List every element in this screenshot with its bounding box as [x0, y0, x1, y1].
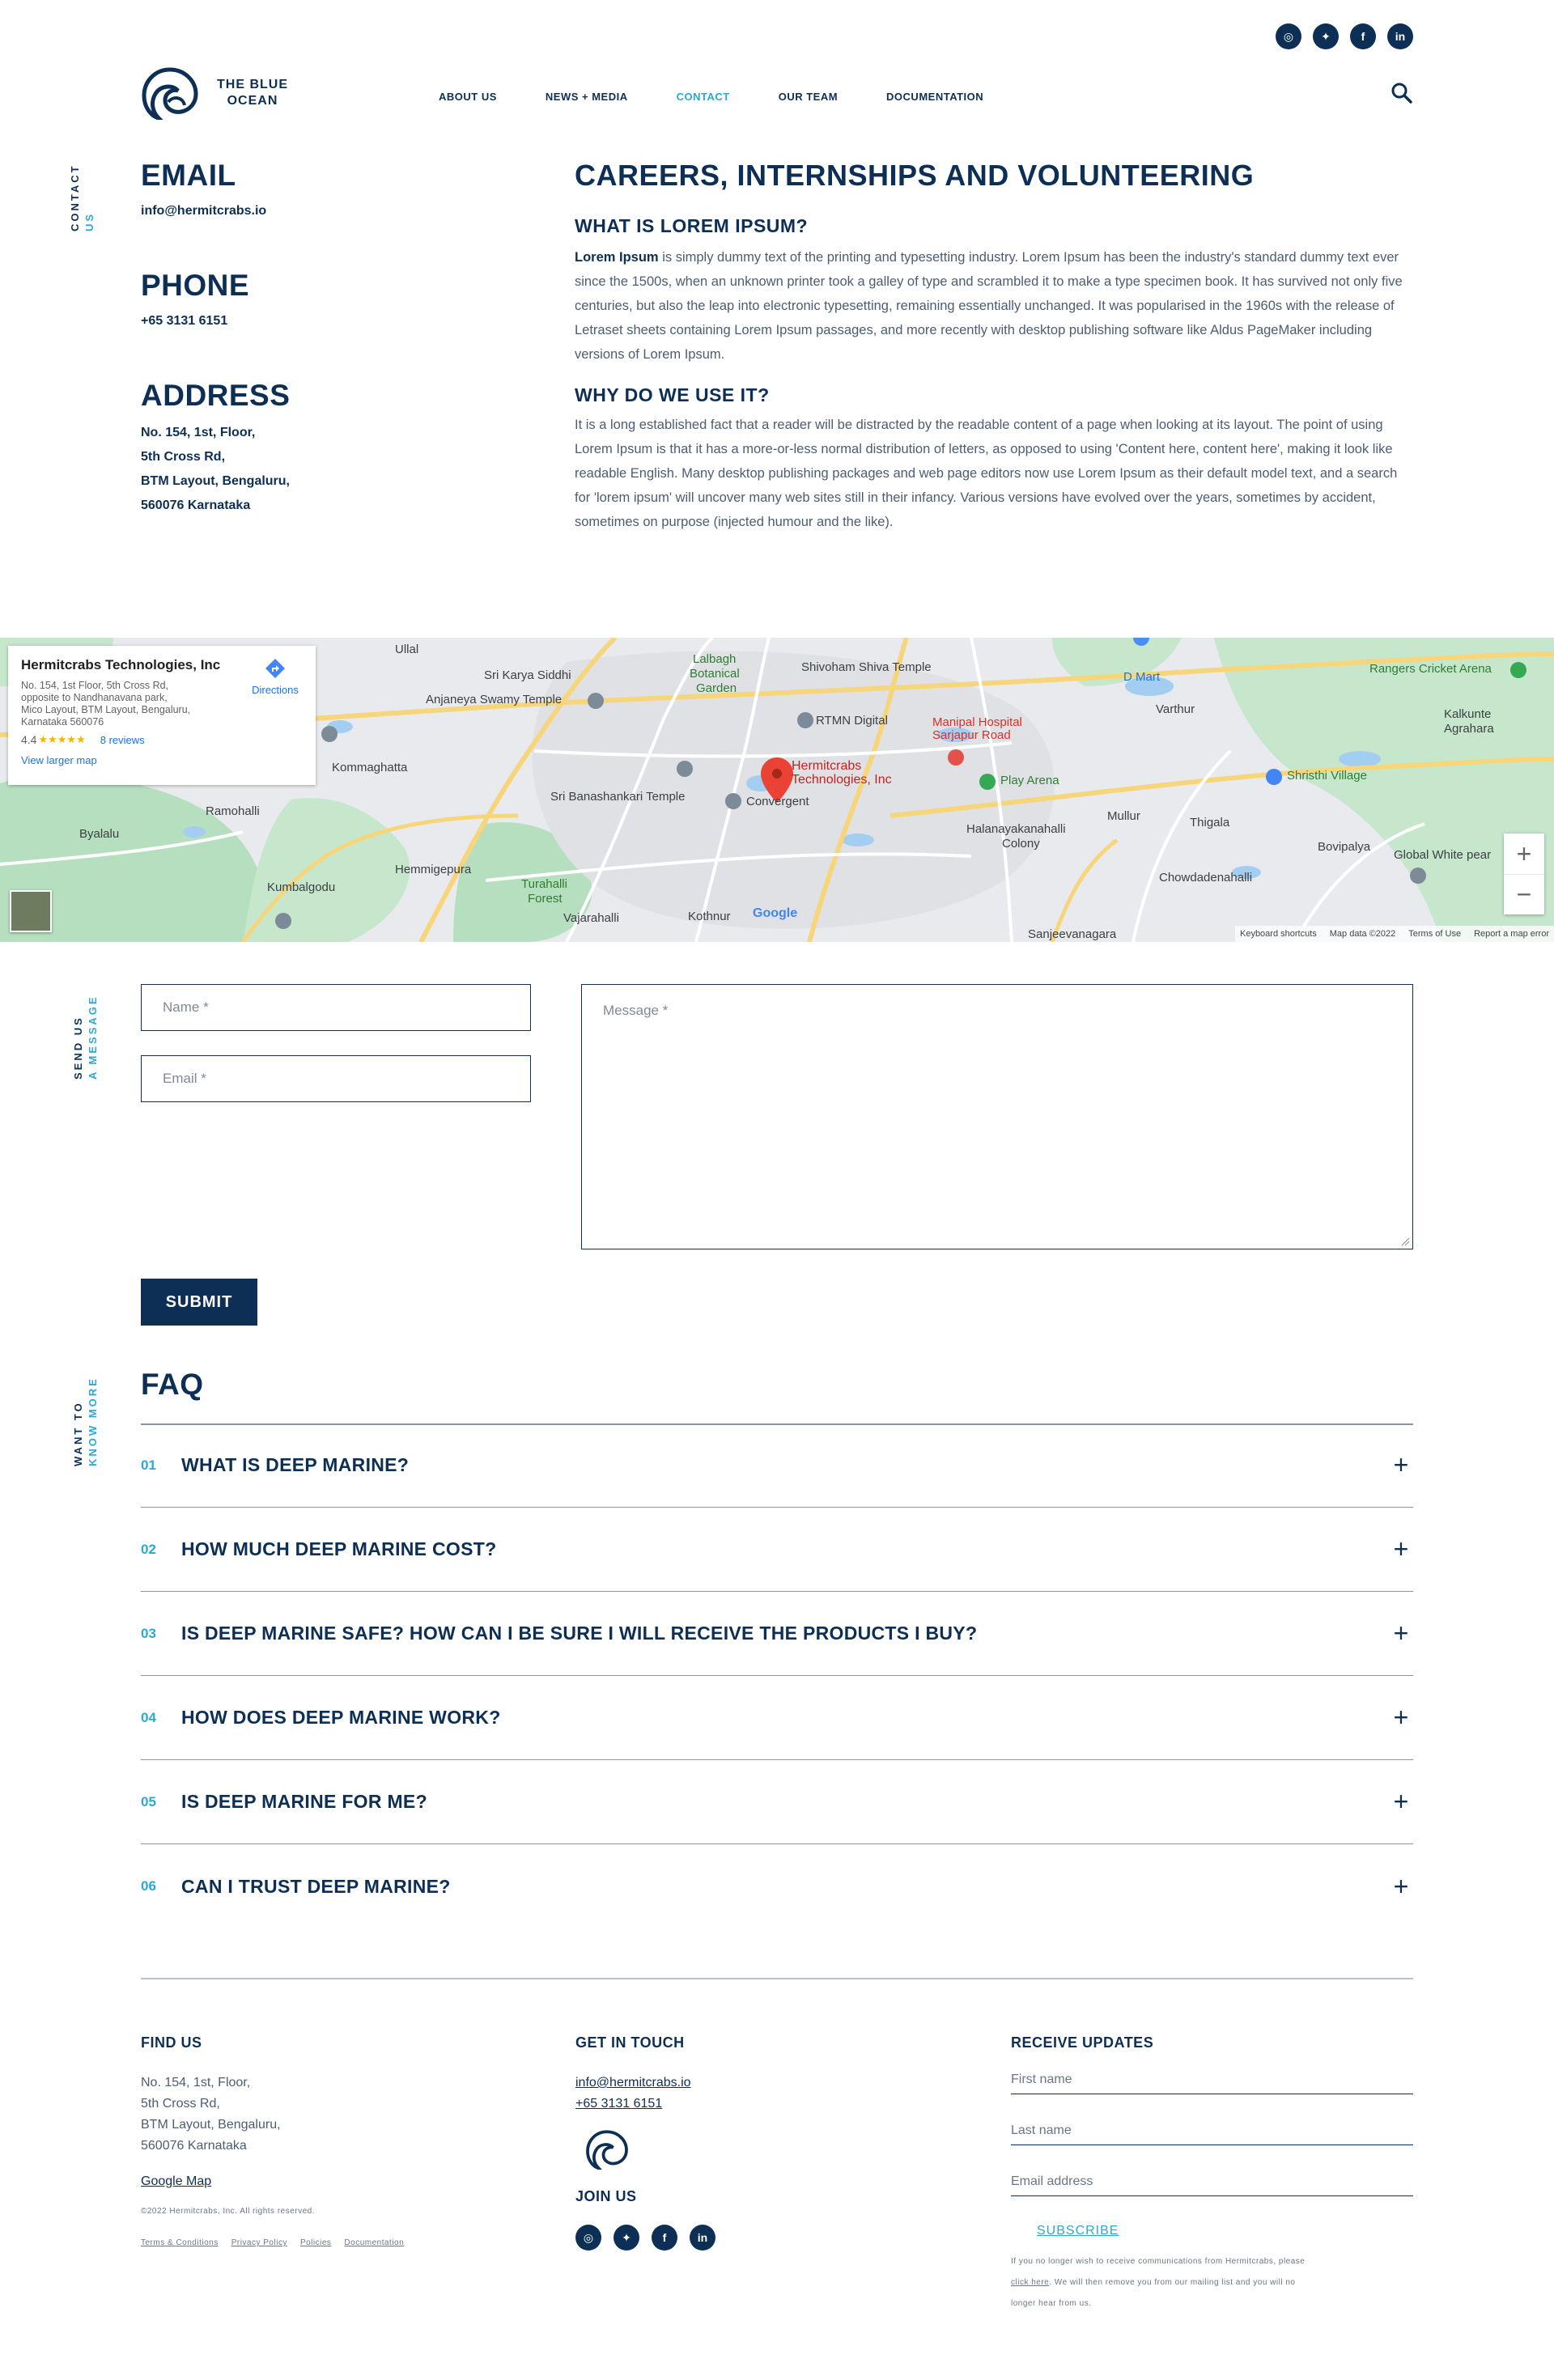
expand-plus-icon[interactable]: +	[1393, 1871, 1409, 1901]
name-input[interactable]: Name *	[141, 984, 531, 1031]
facebook-icon[interactable]: f	[652, 2225, 677, 2251]
map-place-label: Shristhi Village	[1287, 769, 1367, 783]
address-title: ADDRESS	[141, 379, 291, 412]
map-place-label: D Mart	[1123, 670, 1160, 684]
map-card-title: Hermitcrabs Technologies, Inc	[21, 657, 221, 672]
faq-number: 05	[141, 1793, 156, 1809]
footer-social-icons	[575, 2225, 964, 2251]
map-info-card	[8, 646, 316, 785]
footer-address-line: 5th Cross Rd,	[141, 2097, 220, 2111]
zoom-controls	[1504, 834, 1544, 914]
map-place-label: Colony	[1002, 837, 1040, 851]
google-map-link[interactable]: Google Map	[141, 2174, 212, 2188]
faq-question: IS DEEP MARINE FOR ME?	[181, 1791, 427, 1812]
faq-number: 03	[141, 1625, 156, 1641]
footer-address	[141, 2072, 529, 2157]
map-place-label: Sarjapur Road	[932, 728, 1011, 742]
expand-plus-icon[interactable]: +	[1393, 1703, 1409, 1732]
privacy-policy-link[interactable]: Privacy Policy	[231, 2238, 287, 2247]
rating-value: 4.4	[21, 733, 37, 746]
main-nav	[439, 91, 983, 103]
footer-address-line: No. 154, 1st, Floor,	[141, 2076, 251, 2089]
keyboard-shortcuts-link[interactable]: Keyboard shortcuts	[1239, 929, 1317, 939]
resize-handle-icon[interactable]	[1400, 1237, 1410, 1246]
contact-info	[141, 159, 529, 518]
careers-paragraph-2: It is a long established fact that a reader will be distracted by the readable content of a page when looking at its layout. The point of using Lorem Ipsum is that it has a more-or-less normal distribution of letters, as opposed to using 'Content here, content here', making it look like readable English. Many desktop publishing packages and web page editors now use Lorem Ipsum as their default model text, and a search for 'lorem ipsum' will uncover many web sites still in their infancy. Various versions have evolved over the years, sometimes by accident, sometimes on purpose (injected humour and the like).	[575, 418, 1398, 529]
unsub-text: . We will then remove you from our mailing list and you will no	[1049, 2278, 1296, 2287]
map-place-label: Manipal Hospital	[932, 715, 1022, 729]
faq-item[interactable]	[141, 1760, 1413, 1844]
map-place-label: Ramohalli	[206, 804, 260, 818]
faq-item[interactable]	[141, 1844, 1413, 1928]
directions-icon	[264, 657, 287, 680]
map-place-label: Rangers Cricket Arena	[1369, 662, 1492, 676]
footer-receive-updates	[1011, 2034, 1413, 2314]
copyright-text: ©2022 Hermitcrabs, Inc. All rights reserved.	[141, 2207, 315, 2216]
phone-value[interactable]: +65 3131 6151	[141, 314, 228, 328]
first-name-input[interactable]: First name	[1011, 2072, 1413, 2094]
directions-button[interactable]	[243, 657, 308, 696]
nav-news-media[interactable]: NEWS + MEDIA	[545, 91, 628, 103]
map-place-label: Varthur	[1156, 702, 1195, 716]
footer-find-us	[141, 2034, 529, 2247]
policies-link[interactable]: Policies	[299, 2238, 332, 2247]
map-place-label: Kothnur	[688, 910, 731, 923]
find-us-title: FIND US	[141, 2034, 202, 2051]
address-line: 5th Cross Rd,	[141, 450, 226, 464]
map-place-label: Bovipalya	[1318, 840, 1371, 854]
nav-about-us[interactable]: ABOUT US	[439, 91, 497, 103]
side-label-line-2: KNOW MORE	[87, 1377, 99, 1466]
map-place-label: Forest	[528, 892, 563, 906]
footer-address-line: 560076 Karnataka	[141, 2139, 247, 2153]
join-us-title: JOIN US	[575, 2188, 637, 2204]
instagram-icon[interactable]: ◎	[1276, 23, 1301, 49]
map-place-label: Turahalli	[521, 877, 567, 891]
map-place-label: Global White pear	[1394, 848, 1492, 862]
map-card-address	[21, 680, 231, 728]
card-address-line: No. 154, 1st Floor, 5th Cross Rd,	[21, 680, 169, 691]
faq-number: 06	[141, 1878, 156, 1894]
instagram-icon[interactable]: ◎	[575, 2225, 601, 2251]
search-icon[interactable]	[1391, 82, 1413, 104]
footer-get-in-touch	[575, 2034, 964, 2251]
phone-title: PHONE	[141, 269, 250, 302]
report-map-error-link[interactable]: Report a map error	[1474, 929, 1549, 939]
receive-updates-title: RECEIVE UPDATES	[1011, 2034, 1154, 2051]
expand-plus-icon[interactable]: +	[1393, 1450, 1409, 1479]
expand-plus-icon[interactable]: +	[1393, 1787, 1409, 1816]
last-name-input[interactable]: Last name	[1011, 2123, 1413, 2145]
linkedin-icon[interactable]: in	[690, 2225, 715, 2251]
pin-label-line: Technologies, Inc	[792, 773, 892, 787]
map-data-text: Map data ©2022	[1329, 929, 1396, 939]
side-label-line-1: CONTACT	[69, 163, 81, 231]
faq-number: 02	[141, 1541, 156, 1557]
unsubscribe-link[interactable]: click here	[1011, 2278, 1050, 2287]
careers-paragraph-1	[575, 245, 1413, 367]
map-place-label: Hemmigepura	[395, 863, 472, 876]
map-place-label: Mullur	[1107, 809, 1140, 823]
map-place-label: Play Arena	[1000, 774, 1059, 787]
map-place-label: Ullal	[395, 643, 419, 656]
brand-logo[interactable]	[141, 66, 288, 120]
zoom-in-button[interactable]: +	[1516, 838, 1532, 868]
nav-our-team[interactable]: OUR TEAM	[778, 91, 839, 103]
address-block	[141, 421, 529, 518]
careers-section	[575, 159, 1413, 534]
careers-question-1: WHAT IS LOREM IPSUM?	[575, 215, 809, 236]
directions-label: Directions	[252, 684, 299, 696]
email-value[interactable]: info@hermitcrabs.io	[141, 204, 267, 218]
contact-us-side-label	[68, 163, 97, 231]
footer-email-link[interactable]: info@hermitcrabs.io	[575, 2076, 691, 2089]
send-message-side-label	[71, 995, 100, 1080]
faq-question: IS DEEP MARINE SAFE? HOW CAN I BE SURE I WILL RECEIVE THE PRODUCTS I BUY?	[181, 1623, 978, 1644]
faq-item[interactable]	[141, 1592, 1413, 1676]
map-place-label: Chowdadenahalli	[1159, 871, 1253, 885]
expand-plus-icon[interactable]: +	[1393, 1534, 1409, 1563]
footer-wave-logo-icon	[585, 2129, 629, 2170]
faq-title: FAQ	[141, 1368, 204, 1401]
satellite-toggle[interactable]	[10, 890, 52, 932]
zoom-out-button[interactable]: −	[1504, 874, 1544, 914]
faq-number: 04	[141, 1709, 156, 1725]
nav-documentation[interactable]: DOCUMENTATION	[886, 91, 984, 103]
careers-title: CAREERS, INTERNSHIPS AND VOLUNTEERING	[575, 159, 1255, 192]
map-place-label: Sri Banashankari Temple	[550, 790, 686, 804]
address-line: No. 154, 1st, Floor,	[141, 426, 256, 439]
unsub-text: longer hear from us.	[1011, 2299, 1092, 2308]
linkedin-icon[interactable]: in	[1387, 23, 1413, 49]
lorem-ipsum-bold: Lorem Ipsum	[575, 250, 659, 265]
faq-item[interactable]	[141, 1676, 1413, 1760]
unsub-text: If you no longer wish to receive communications from Hermitcrabs, please	[1011, 2257, 1306, 2266]
legal-links	[141, 2238, 529, 2247]
side-label-line-1: WANT TO	[72, 1401, 84, 1466]
facebook-icon[interactable]: f	[1350, 23, 1376, 49]
brand-name	[217, 77, 288, 109]
faq-question: HOW DOES DEEP MARINE WORK?	[181, 1707, 501, 1728]
card-address-line: opposite to Nandhanavana park,	[21, 692, 168, 703]
map-place-label: Sri Karya Siddhi	[484, 668, 571, 682]
terms-link[interactable]: Terms & Conditions	[141, 2238, 219, 2247]
twitter-icon[interactable]: ✦	[1313, 23, 1339, 49]
documentation-link[interactable]: Documentation	[344, 2238, 405, 2247]
email-input[interactable]: Email *	[141, 1055, 531, 1102]
faq-question: CAN I TRUST DEEP MARINE?	[181, 1875, 451, 1897]
message-textarea[interactable]	[581, 984, 1413, 1249]
map-place-label: Sanjeevanagara	[1028, 927, 1117, 941]
side-label-line-2: A MESSAGE	[87, 995, 99, 1080]
unsubscribe-notice	[1011, 2251, 1413, 2314]
view-larger-map-link[interactable]: View larger map	[21, 754, 97, 766]
know-more-side-label	[71, 1377, 100, 1466]
google-map[interactable]	[0, 638, 1554, 942]
footer-address-line: BTM Layout, Bengaluru,	[141, 2118, 281, 2132]
faq-question: HOW MUCH DEEP MARINE COST?	[181, 1538, 497, 1559]
address-line: 560076 Karnataka	[141, 498, 251, 512]
reviews-link[interactable]: 8 reviews	[100, 733, 145, 746]
email-title: EMAIL	[141, 159, 236, 192]
footer-phone-link[interactable]: +65 3131 6151	[575, 2097, 663, 2111]
side-label-line-2: US	[83, 211, 96, 231]
brand-line-2: OCEAN	[227, 94, 278, 108]
map-place-label: Kommaghatta	[332, 761, 408, 774]
map-place-label: Shivoham Shiva Temple	[801, 660, 932, 674]
rating-stars-icon: ★★★★★	[38, 733, 86, 745]
faq-item[interactable]	[141, 1423, 1413, 1508]
map-place-label: Thigala	[1190, 816, 1230, 829]
faq-question: WHAT IS DEEP MARINE?	[181, 1454, 410, 1475]
terms-of-use-link[interactable]: Terms of Use	[1408, 929, 1462, 939]
wave-logo-icon	[141, 66, 199, 120]
map-card-rating	[21, 733, 303, 746]
faq-item[interactable]	[141, 1508, 1413, 1592]
map-place-label: Halanayakanahalli	[966, 822, 1066, 836]
side-label-line-1: SEND US	[72, 1016, 84, 1080]
map-place-label: Anjaneya Swamy Temple	[426, 693, 563, 706]
map-place-label: Kalkunte	[1444, 707, 1492, 721]
google-logo: Google	[753, 906, 798, 920]
map-place-label: Agrahara	[1444, 722, 1494, 736]
card-address-line: Karnataka 560076	[21, 716, 104, 728]
map-place-label: Botanical	[690, 667, 740, 681]
map-place-label: Garden	[696, 681, 737, 695]
nav-contact[interactable]: CONTACT	[676, 91, 730, 103]
message-placeholder: Message *	[603, 1003, 669, 1018]
footer-divider	[141, 1978, 1413, 1979]
map-pin-label	[792, 759, 892, 787]
twitter-icon[interactable]: ✦	[614, 2225, 639, 2251]
get-in-touch-title: GET IN TOUCH	[575, 2034, 685, 2051]
submit-button[interactable]: SUBMIT	[141, 1279, 257, 1326]
expand-plus-icon[interactable]: +	[1393, 1618, 1409, 1648]
address-line: BTM Layout, Bengaluru,	[141, 474, 290, 488]
top-social-icons	[1276, 23, 1413, 49]
map-place-label: Byalalu	[79, 827, 120, 841]
card-address-line: Mico Layout, BTM Layout, Bengaluru,	[21, 704, 191, 715]
careers-question-2: WHY DO WE USE IT?	[575, 384, 770, 405]
map-place-label: RTMN Digital	[816, 714, 888, 728]
map-place-label: Convergent	[746, 795, 809, 808]
brand-line-1: THE BLUE	[217, 78, 288, 91]
map-place-label: Kumbalgodu	[267, 880, 336, 894]
map-place-label: Lalbagh	[693, 652, 737, 666]
subscribe-button[interactable]: SUBSCRIBE	[1037, 2224, 1119, 2238]
pin-label-line: Hermitcrabs	[792, 759, 862, 773]
map-place-label: Vajarahalli	[563, 911, 619, 925]
faq-number: 01	[141, 1457, 156, 1473]
map-attribution-bar	[1235, 926, 1554, 942]
email-address-input[interactable]: Email address	[1011, 2174, 1413, 2196]
paragraph-text: is simply dummy text of the printing and typesetting industry. Lorem Ipsum has been the industry's standard dummy text ever since the 1500s, when an unknown printer took a galley of type and scrambled it to make a type specimen book. It has survived not only five centuries, but also the leap into electronic typesetting, remaining essentially unchanged. It was popularised in the 1960s with the release of Letraset sheets containing Lorem Ipsum passages, and more recently with desktop publishing software like Aldus PageMaker including versions of Lorem Ipsum.	[575, 250, 1403, 362]
